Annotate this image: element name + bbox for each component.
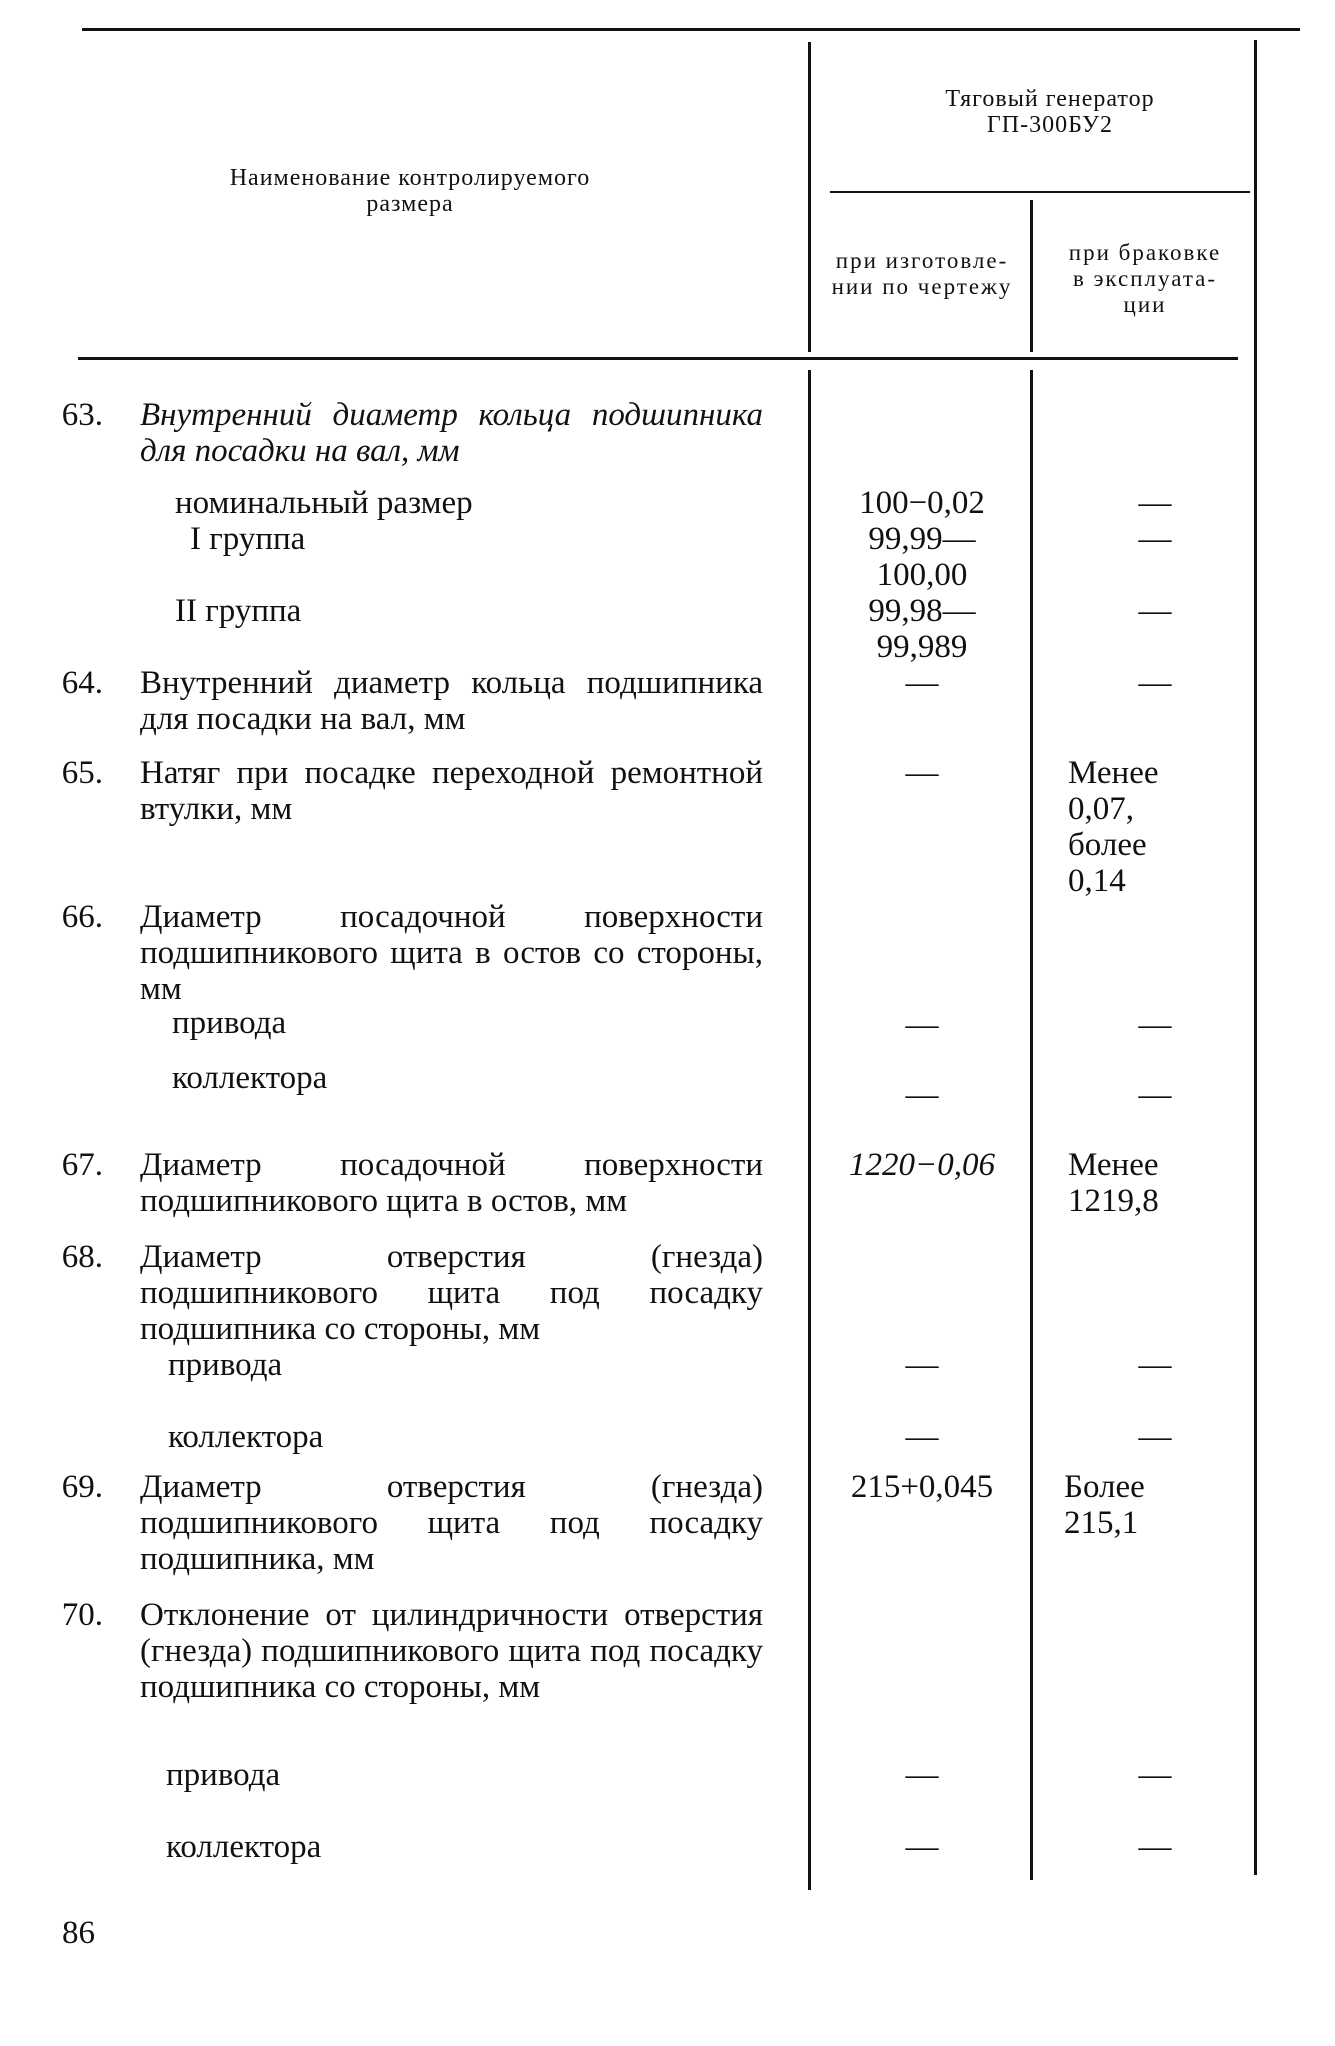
row-70-sub-collector-label: коллектора [166, 1829, 322, 1865]
row-63-sub-nominal-rejection: — [1138, 485, 1172, 521]
table-top-rule [82, 28, 1300, 31]
row-63-number: 63. [61, 397, 103, 433]
row-68-description: Диаметр отверстия (гнезда) подшипникового щита под посадку подшипника со стороны, мм [140, 1239, 763, 1347]
row-67-manufacture: 1220−0,06 [848, 1147, 996, 1183]
row-66-sub-collector-rejection: — [1138, 1077, 1172, 1113]
row-70-sub-drive-manufacture: — [905, 1757, 939, 1793]
row-70-sub-drive-label: привода [166, 1757, 281, 1793]
header-col-rejection: при браковке в эксплуата- ции [1068, 240, 1222, 317]
row-65-manufacture: — [905, 755, 939, 791]
row-67-description: Диаметр посадочной поверхности подшипникового щита в остов, мм [140, 1147, 763, 1219]
row-69-manufacture: 215+0,045 [850, 1469, 994, 1505]
row-66-number: 66. [61, 899, 103, 935]
row-66-sub-drive-rejection: — [1138, 1007, 1172, 1043]
row-68-sub-collector-manufacture: — [905, 1419, 939, 1455]
row-69-number: 69. [61, 1469, 103, 1505]
column-divider-1-header [808, 42, 811, 352]
row-63-sub-group1-manufacture: 99,99— 100,00 [868, 521, 976, 593]
row-69-description: Диаметр отверстия (гнезда) подшипникового щита под посадку подшипника, мм [140, 1469, 763, 1577]
row-64-manufacture: — [905, 665, 939, 701]
row-63-sub-group2-rejection: — [1138, 593, 1172, 629]
row-66-sub-drive-label: привода [172, 1005, 287, 1041]
row-67-number: 67. [61, 1147, 103, 1183]
row-66-sub-collector-manufacture: — [905, 1077, 939, 1113]
row-63-description: Внутренний диаметр кольца подшипника для посадки на вал, мм [140, 397, 763, 469]
row-67-rejection: Менее 1219,8 [1068, 1147, 1159, 1219]
row-68-sub-drive-manufacture: — [905, 1347, 939, 1383]
row-70-description: Отклонение от цилиндричности отверстия (гнезда) подшипникового щита под посадку подшипника со стороны, мм [140, 1597, 763, 1705]
row-64-rejection: — [1138, 665, 1172, 701]
row-63-sub-nominal-label: номинальный размер [175, 485, 473, 521]
row-65-number: 65. [61, 755, 103, 791]
header-name-column: Наименование контролируемого размера [229, 165, 591, 217]
column-divider-1-body [808, 370, 811, 1890]
table-right-border [1254, 40, 1257, 1875]
row-63-sub-nominal-manufacture: 100−0,02 [859, 485, 985, 521]
row-64-description: Внутренний диаметр кольца подшипника для посадки на вал, мм [140, 665, 763, 737]
row-63-sub-group2-label: II группа [175, 593, 302, 629]
row-68-number: 68. [61, 1239, 103, 1275]
page-number: 86 [62, 1915, 95, 1951]
row-70-sub-collector-manufacture: — [905, 1829, 939, 1865]
row-68-sub-drive-rejection: — [1138, 1347, 1172, 1383]
row-66-sub-drive-manufacture: — [905, 1007, 939, 1043]
row-68-sub-drive-label: привода [168, 1347, 283, 1383]
row-65-description: Натяг при посадке переходной ремонтной втулки, мм [140, 755, 763, 827]
row-69-rejection: Более 215,1 [1064, 1469, 1145, 1541]
header-col-manufacture: при изготовле- нии по чертежу [831, 248, 1013, 299]
row-64-number: 64. [61, 665, 103, 701]
row-63-sub-group1-label: I группа [190, 521, 306, 557]
row-66-sub-collector-label: коллектора [172, 1060, 328, 1096]
row-68-sub-collector-rejection: — [1138, 1419, 1172, 1455]
row-70-number: 70. [61, 1597, 103, 1633]
row-63-sub-group2-manufacture: 99,98— 99,989 [868, 593, 976, 665]
row-70-sub-drive-rejection: — [1138, 1757, 1172, 1793]
header-generator-group: Тяговый генератор ГП-300БУ2 [945, 86, 1155, 138]
group-header-rule [830, 191, 1250, 193]
row-65-rejection: Менее 0,07, более 0,14 [1068, 755, 1159, 899]
row-68-sub-collector-label: коллектора [168, 1419, 324, 1455]
table-header-bottom-rule [78, 357, 1238, 360]
row-66-description: Диаметр посадочной поверхности подшипникового щита в остов со стороны, мм [140, 899, 763, 1007]
row-63-sub-group1-rejection: — [1138, 521, 1172, 557]
row-70-sub-collector-rejection: — [1138, 1829, 1172, 1865]
